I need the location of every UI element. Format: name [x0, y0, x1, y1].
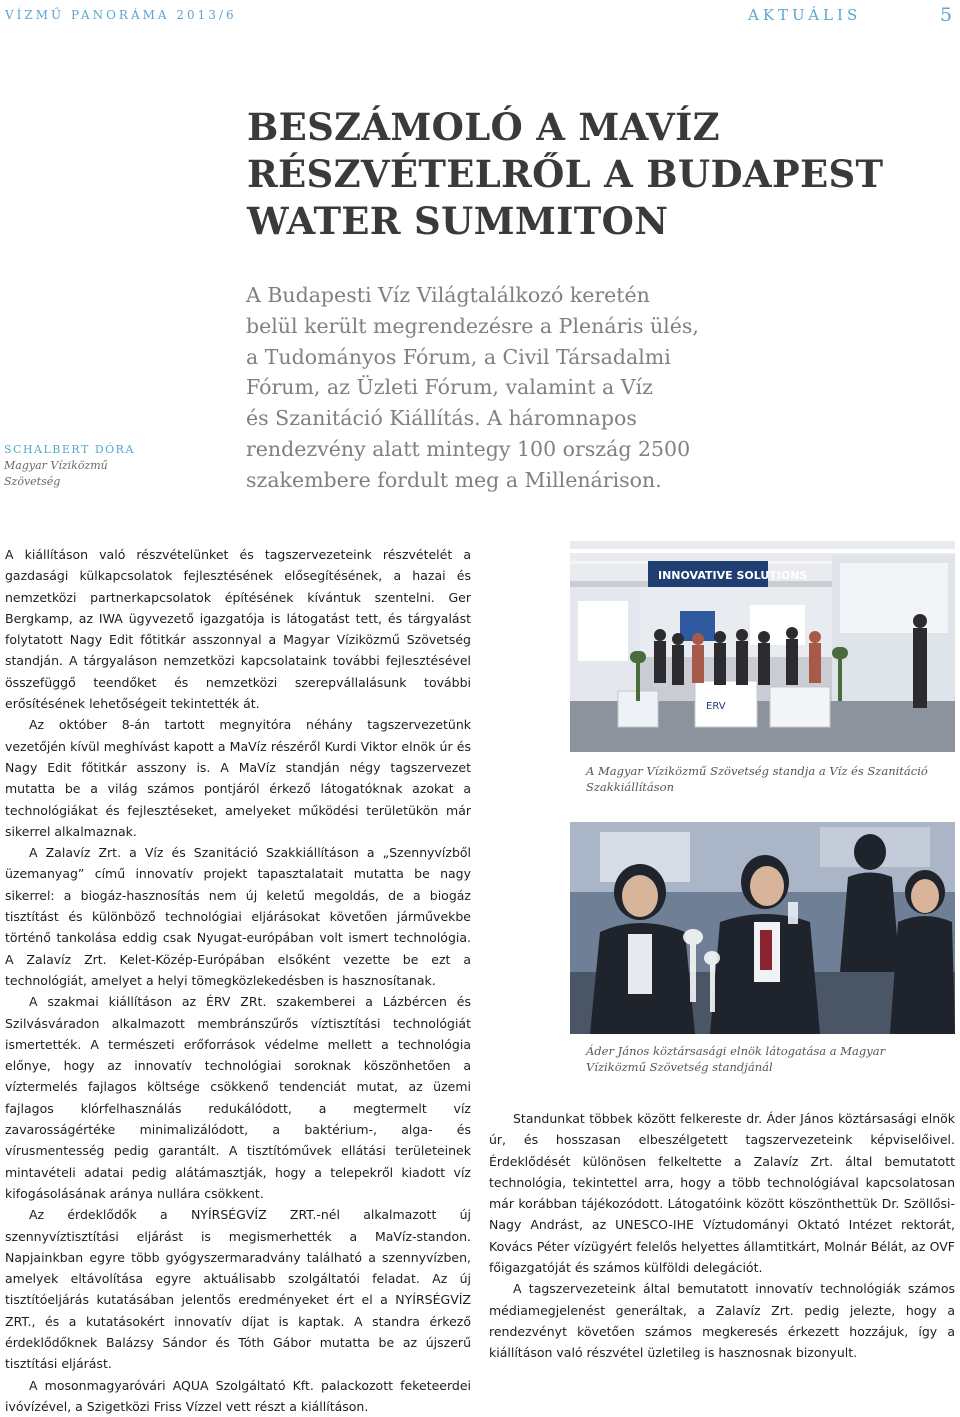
lead-line: A Budapesti Víz Világtalálkozó keretén [246, 283, 650, 307]
body-paragraph: Standunkat többek között felkereste dr. Áder János köztársasági elnök úr, és hosszasan elbeszélgetett tagszervezeteink képviselőivel. Érdeklődését különösen felkeltette a Zalavíz Zrt. által bemutatott technológia, tekintettel arra, hogy a több technológiával kapcsolatosan már korábban tájékozódott. Látogatóink között köszönthettük Dr. Szöllősi-Nagy Andrást, az UNESCO-IHE Víztudományi Oktató Intézet rektorát, Kovács Péter vízügyért felelős helyettes államtitkárt, Molnár Bélát, az OVF főigazgatóját és számos külföldi delegációt. [489, 1111, 955, 1276]
body-paragraph: A kiállításon való részvételünket és tagszervezeteink részvételét a gazdasági külkapcsolatok fejlesztésének elősegítésének, a hazai és nemzetközi partnerkapcsolatok építésének kívántuk szentelni. Ger Bergkamp, az IWA ügyvezető igazgatója is látogatást tett, és tárgyalást folytatott Nagy Edit főtitkár asszonnyal a Magyar Víziközmű Szövetség standján. A tárgyaláson nemzetközi kapcsolataink további fejlesztésével összefüggő teendőket és nemzetközi szerepvállalásunk további erősítésének lehetőségeit tekintették át. [5, 547, 471, 712]
lead-line: a Tudományos Fórum, a Civil Társadalmi [246, 344, 671, 369]
photo-caption: Áder János köztársasági elnök látogatása a Magyar Víziközmű Szövetség standjánál [586, 1044, 886, 1074]
author-byline [4, 442, 184, 490]
photo-caption: A Magyar Víziközmű Szövetség standja a Víz és Szanitáció Szakkiállításon [586, 764, 928, 794]
body-column-left [5, 544, 471, 1417]
section-name: AKTUÁLIS [748, 6, 862, 24]
author-name: SCHALBERT DÓRA [4, 443, 135, 456]
article-lead [246, 280, 746, 496]
title-line: BESZÁMOLÓ A MAVÍZ [247, 105, 720, 149]
running-header [0, 6, 960, 28]
photo-president-visit [570, 822, 955, 1034]
article-title [247, 104, 947, 245]
body-paragraph: A mosonmagyaróvári AQUA Szolgáltató Kft. palackozott feketeerdei ivóvízével, a Szigetközi Friss Vízzel vett részt a kiállításon. [5, 1377, 471, 1414]
lead-line: és Szanitáció Kiállítás. A háromnapos [246, 406, 637, 431]
body-paragraph: Az érdeklődők a NYÍRSÉGVÍZ ZRT.-nél alkalmazott új szennyvíztisztítási eljárást is megismerhették a MaVíz-standon. Napjainkban egyre több gyógyszermaradvány található a szennyvízben, amelyek eltávolítása egyre aktuálisabb szolgáltatói feladat. Az új tisztítóeljárás kutatásában jelentős eredményeket ért el a NYÍRSÉGVÍZ ZRT., és a kutatásokért innovatív díjat is kaptak. A standra érkező érdeklődőknek Balázsy Sándor és Tóth Gábor mutatta be az újszerű tisztítási eljárást. [5, 1207, 471, 1372]
stand-illustration [570, 541, 955, 752]
body-paragraph: A szakmai kiállításon az ÉRV ZRt. szakemberei a Lázbércen és Szilvásváradon alkalmazott membránszűrős víztisztítási technológiát ismertették. A természeti erőforrások védelme mellett a technológia előnye, hogy az innovatív technológiai soroknak köszönhetően a víztermelés fajlagos költsége csökkenő tendenciát mutat, az üzemi fajlagos klórfelhasználás redukálódott, a megtermelt víz zavarosságértéke minimalizálódott, a baktérium-, alga- és vírusmentesség pedig garantált. A tisztítóművek ellátási területeinek mintavételi adatai pedig alátámasztják, hogy a telepekről kiadott víz kifogásolásának aránya nullára csökkent. [5, 994, 471, 1201]
erv-logo: ERV [706, 701, 726, 712]
title-line: WATER SUMMITON [247, 199, 669, 243]
lead-line: belül került megrendezésre a Plenáris ülés, [246, 313, 699, 338]
lead-line: Fórum, az Üzleti Fórum, valamint a Víz [246, 375, 653, 400]
page-number: 5 [940, 4, 953, 26]
title-line: RÉSZVÉTELRŐL A BUDAPEST [247, 152, 884, 196]
visit-illustration [570, 822, 955, 1034]
lead-line: szakembere fordult meg a Millenárison. [246, 467, 662, 492]
body-column-right [489, 1108, 955, 1364]
body-paragraph: A Zalavíz Zrt. a Víz és Szanitáció Szakkiállításon a „Szennyvízből üzemanyag” című innovatív projekt tapasztalatait mutatta be nagy sikerrel: a biogáz-hasznosítás nem új keletű megoldás, de a biogáz tisztítást és különböző technológiai eljárásokat követően járművekbe történő tankolása eddig csak Nyugat-európában volt ismert technológia. A Zalavíz Zrt. Kelet-Közép-Európában elsőként vezette be ezt a technológiát, amelyet a helyi tömegközlekedésben is hasznosítanak. [5, 845, 471, 988]
photo-exhibition-stand [570, 541, 955, 752]
body-paragraph: Az október 8-án tartott megnyitóra néhány tagszervezetünk vezetőjén kívül meghívást kapott a MaVíz részéről Kurdi Viktor elnök úr és Nagy Edit főtitkár asszony is. A MaVíz standján négy tagszervezet mutatta be a világ számos pontjáról érkező látogatóknak azokat a technológiákat és fejlesztéseket, amelyeket működési területükön már sikerrel alkalmaznak. [5, 717, 471, 839]
author-organization: Magyar Víziközmű Szövetség [4, 459, 108, 488]
stand-sign: INNOVATIVE SOLUTIONS [658, 569, 808, 582]
body-paragraph: A tagszervezeteink által bemutatott innovatív technológiák számos médiamegjelenést generáltak, a Zalavíz Zrt. pedig jelezte, hogy a rendezvényt követően számos megkeresés érkezett hozzájuk, így a kiállításon való részvétel üzletileg is hasznosnak bizonyult. [489, 1281, 955, 1361]
lead-line: rendezvény alatt mintegy 100 ország 2500 [246, 436, 691, 461]
magazine-name: VÍZMŰ PANORÁMA 2013/6 [5, 8, 237, 22]
